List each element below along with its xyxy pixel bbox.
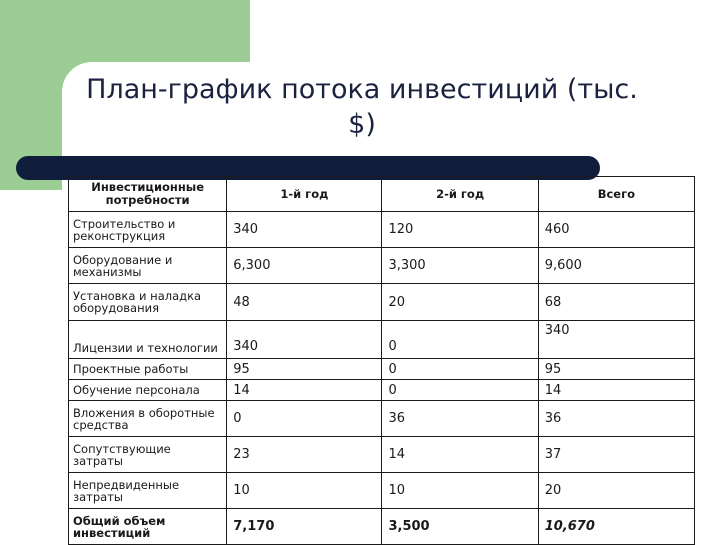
cell-total: 37 [538,437,694,473]
cell-year2: 120 [382,212,538,248]
header-total: Всего [538,177,694,212]
row-label: Оборудование и механизмы [69,248,227,284]
cell-year2: 14 [382,437,538,473]
table-header-row [69,177,695,212]
cell-year2: 20 [382,284,538,321]
table-row [69,321,695,359]
cell-year1: 95 [227,359,382,380]
row-label: Вложения в оборотные средства [69,401,227,437]
total-label: Общий объем инвестиций [69,509,227,545]
header-year1: 1-й год [227,177,382,212]
row-label: Строительство и реконструкция [69,212,227,248]
cell-year2: 0 [382,321,538,359]
cell-year1: 14 [227,380,382,401]
row-label: Лицензии и технологии [69,321,227,359]
cell-total: 14 [538,380,694,401]
cell-year1: 23 [227,437,382,473]
cell-year2: 0 [382,380,538,401]
cell-total: 460 [538,212,694,248]
table-row [69,380,695,401]
row-label: Обучение персонала [69,380,227,401]
cell-total: 68 [538,284,694,321]
table-row [69,212,695,248]
cell-total: 20 [538,473,694,509]
row-label: Установка и наладка оборудования [69,284,227,321]
cell-year1: 6,300 [227,248,382,284]
table-row [69,473,695,509]
table-row [69,359,695,380]
total-year1: 7,170 [227,509,382,545]
table-total-row [69,509,695,545]
cell-year2: 10 [382,473,538,509]
cell-total: 340 [538,321,694,359]
total-year2: 3,500 [382,509,538,545]
title-line-2: $) [348,109,376,140]
cell-year2: 36 [382,401,538,437]
row-label: Проектные работы [69,359,227,380]
header-needs: Инвестиционные потребности [69,177,227,212]
header-year2: 2-й год [382,177,538,212]
row-label: Сопутствующие затраты [69,437,227,473]
cell-year2: 3,300 [382,248,538,284]
cell-total: 9,600 [538,248,694,284]
cell-year1: 340 [227,321,382,359]
cell-total: 36 [538,401,694,437]
cell-year1: 340 [227,212,382,248]
page-title [62,72,662,142]
title-line-1: План-график потока инвестиций (тыс. [86,74,638,105]
table-row [69,401,695,437]
table-row [69,248,695,284]
cell-year1: 0 [227,401,382,437]
cell-year1: 48 [227,284,382,321]
cell-year1: 10 [227,473,382,509]
cell-year2: 0 [382,359,538,380]
total-all: 10,670 [538,509,694,545]
row-label: Непредвиденные затраты [69,473,227,509]
investment-table [68,176,695,545]
table-row [69,437,695,473]
table-row [69,284,695,321]
cell-total: 95 [538,359,694,380]
